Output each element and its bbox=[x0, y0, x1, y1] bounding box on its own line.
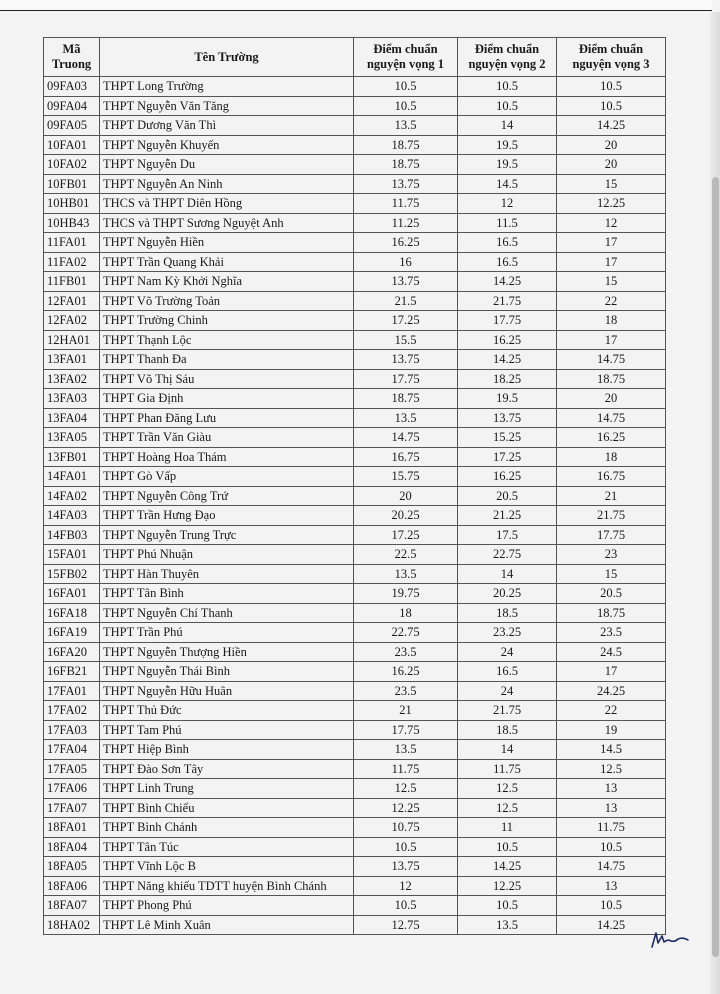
table-header-row bbox=[44, 38, 666, 77]
school-code-cell: 11FA02 bbox=[44, 252, 100, 272]
score-nv3-cell: 20.5 bbox=[557, 584, 666, 604]
score-nv3-cell: 14.75 bbox=[557, 857, 666, 877]
table-row bbox=[44, 701, 666, 721]
table-row bbox=[44, 272, 666, 292]
school-code-cell: 09FA04 bbox=[44, 96, 100, 116]
school-name-cell: THCS và THPT Sương Nguyệt Anh bbox=[100, 213, 354, 233]
score-nv2-cell: 14.25 bbox=[458, 272, 557, 292]
table-row bbox=[44, 681, 666, 701]
score-nv3-cell: 17 bbox=[557, 233, 666, 253]
school-code-cell: 13FA02 bbox=[44, 369, 100, 389]
school-name-cell: THPT Gia Định bbox=[100, 389, 354, 409]
table-row bbox=[44, 759, 666, 779]
school-code-cell: 16FA20 bbox=[44, 642, 100, 662]
school-name-cell: THPT Năng khiếu TDTT huyện Bình Chánh bbox=[100, 876, 354, 896]
score-nv2-cell: 24 bbox=[458, 681, 557, 701]
score-nv2-cell: 16.25 bbox=[458, 330, 557, 350]
score-nv2-cell: 19.5 bbox=[458, 155, 557, 175]
school-code-cell: 10FA02 bbox=[44, 155, 100, 175]
school-name-cell: THPT Tân Bình bbox=[100, 584, 354, 604]
score-nv3-cell: 14.75 bbox=[557, 350, 666, 370]
score-nv3-cell: 18 bbox=[557, 311, 666, 331]
score-nv2-cell: 14 bbox=[458, 564, 557, 584]
school-code-cell: 17FA02 bbox=[44, 701, 100, 721]
score-nv2-cell: 16.5 bbox=[458, 662, 557, 682]
table-row bbox=[44, 213, 666, 233]
table-row bbox=[44, 311, 666, 331]
school-name-cell: THPT Phú Nhuận bbox=[100, 545, 354, 565]
score-nv3-cell: 10.5 bbox=[557, 896, 666, 916]
score-nv2-cell: 11 bbox=[458, 818, 557, 838]
viewer-right-edge bbox=[710, 12, 720, 994]
score-nv2-cell: 14 bbox=[458, 116, 557, 136]
header-score-nv3: Điểm chuẩn nguyện vọng 3 bbox=[557, 38, 666, 77]
school-code-cell: 17FA03 bbox=[44, 720, 100, 740]
score-nv1-cell: 17.25 bbox=[354, 311, 458, 331]
score-nv3-cell: 14.75 bbox=[557, 408, 666, 428]
score-nv2-cell: 21.75 bbox=[458, 291, 557, 311]
score-nv2-cell: 17.25 bbox=[458, 447, 557, 467]
table-row bbox=[44, 798, 666, 818]
school-code-cell: 14FB03 bbox=[44, 525, 100, 545]
school-name-cell: THPT Long Trường bbox=[100, 77, 354, 97]
score-nv1-cell: 11.25 bbox=[354, 213, 458, 233]
school-name-cell: THPT Phong Phú bbox=[100, 896, 354, 916]
score-nv3-cell: 18.75 bbox=[557, 603, 666, 623]
score-nv1-cell: 16 bbox=[354, 252, 458, 272]
school-code-cell: 11FB01 bbox=[44, 272, 100, 292]
score-nv1-cell: 10.5 bbox=[354, 896, 458, 916]
school-name-cell: THPT Nguyễn Trung Trực bbox=[100, 525, 354, 545]
score-nv1-cell: 12.75 bbox=[354, 915, 458, 935]
score-nv2-cell: 15.25 bbox=[458, 428, 557, 448]
school-code-cell: 18HA02 bbox=[44, 915, 100, 935]
score-nv1-cell: 13.5 bbox=[354, 740, 458, 760]
score-nv3-cell: 14.25 bbox=[557, 915, 666, 935]
score-nv3-cell: 12 bbox=[557, 213, 666, 233]
score-nv2-cell: 17.5 bbox=[458, 525, 557, 545]
score-nv1-cell: 13.75 bbox=[354, 350, 458, 370]
table-row bbox=[44, 857, 666, 877]
table-row bbox=[44, 233, 666, 253]
school-code-cell: 16FA19 bbox=[44, 623, 100, 643]
handwritten-signature-icon bbox=[650, 927, 690, 949]
school-name-cell: THPT Võ Thị Sáu bbox=[100, 369, 354, 389]
school-code-cell: 12HA01 bbox=[44, 330, 100, 350]
table-row bbox=[44, 525, 666, 545]
admission-score-table bbox=[43, 37, 666, 935]
score-nv1-cell: 16.25 bbox=[354, 662, 458, 682]
school-code-cell: 14FA01 bbox=[44, 467, 100, 487]
school-name-cell: THPT Trần Phú bbox=[100, 623, 354, 643]
score-nv3-cell: 20 bbox=[557, 135, 666, 155]
score-nv2-cell: 20.5 bbox=[458, 486, 557, 506]
score-nv3-cell: 18 bbox=[557, 447, 666, 467]
school-name-cell: THPT Nguyễn Khuyến bbox=[100, 135, 354, 155]
score-nv3-cell: 24.25 bbox=[557, 681, 666, 701]
school-name-cell: THPT Võ Trường Toản bbox=[100, 291, 354, 311]
school-code-cell: 13FA05 bbox=[44, 428, 100, 448]
score-nv1-cell: 18.75 bbox=[354, 155, 458, 175]
score-nv2-cell: 12.5 bbox=[458, 798, 557, 818]
school-name-cell: THPT Tam Phú bbox=[100, 720, 354, 740]
score-nv3-cell: 21.75 bbox=[557, 506, 666, 526]
table-row bbox=[44, 155, 666, 175]
table-row bbox=[44, 779, 666, 799]
school-code-cell: 18FA04 bbox=[44, 837, 100, 857]
table-row bbox=[44, 77, 666, 97]
school-code-cell: 10HB01 bbox=[44, 194, 100, 214]
table-row bbox=[44, 116, 666, 136]
school-code-cell: 09FA05 bbox=[44, 116, 100, 136]
score-nv2-cell: 19.5 bbox=[458, 135, 557, 155]
school-code-cell: 14FA02 bbox=[44, 486, 100, 506]
header-school-name: Tên Trường bbox=[100, 38, 354, 77]
table-row bbox=[44, 564, 666, 584]
score-nv1-cell: 23.5 bbox=[354, 681, 458, 701]
score-nv1-cell: 18.75 bbox=[354, 135, 458, 155]
score-nv3-cell: 22 bbox=[557, 291, 666, 311]
score-nv2-cell: 16.5 bbox=[458, 233, 557, 253]
score-nv3-cell: 23 bbox=[557, 545, 666, 565]
score-nv2-cell: 17.75 bbox=[458, 311, 557, 331]
score-nv1-cell: 17.75 bbox=[354, 720, 458, 740]
score-nv3-cell: 15 bbox=[557, 564, 666, 584]
table-row bbox=[44, 506, 666, 526]
school-name-cell: THPT Thanh Đa bbox=[100, 350, 354, 370]
school-name-cell: THPT Nguyễn Công Trứ bbox=[100, 486, 354, 506]
score-nv3-cell: 20 bbox=[557, 155, 666, 175]
score-nv3-cell: 24.5 bbox=[557, 642, 666, 662]
school-name-cell: THPT Lê Minh Xuân bbox=[100, 915, 354, 935]
school-code-cell: 17FA01 bbox=[44, 681, 100, 701]
school-code-cell: 18FA06 bbox=[44, 876, 100, 896]
score-nv1-cell: 11.75 bbox=[354, 194, 458, 214]
school-name-cell: THPT Trần Quang Khải bbox=[100, 252, 354, 272]
score-nv2-cell: 13.5 bbox=[458, 915, 557, 935]
score-nv2-cell: 14 bbox=[458, 740, 557, 760]
score-nv1-cell: 23.5 bbox=[354, 642, 458, 662]
score-nv3-cell: 22 bbox=[557, 701, 666, 721]
score-nv1-cell: 14.75 bbox=[354, 428, 458, 448]
score-nv2-cell: 21.75 bbox=[458, 701, 557, 721]
school-code-cell: 16FB21 bbox=[44, 662, 100, 682]
score-nv2-cell: 14.25 bbox=[458, 857, 557, 877]
table-row bbox=[44, 350, 666, 370]
score-nv2-cell: 14.25 bbox=[458, 350, 557, 370]
score-nv3-cell: 17 bbox=[557, 330, 666, 350]
school-name-cell: THPT Phan Đăng Lưu bbox=[100, 408, 354, 428]
score-nv1-cell: 10.5 bbox=[354, 837, 458, 857]
table-row bbox=[44, 642, 666, 662]
table-row bbox=[44, 369, 666, 389]
table-row bbox=[44, 467, 666, 487]
school-name-cell: THPT Nguyễn Văn Tăng bbox=[100, 96, 354, 116]
score-nv1-cell: 21 bbox=[354, 701, 458, 721]
school-code-cell: 16FA01 bbox=[44, 584, 100, 604]
score-nv1-cell: 16.25 bbox=[354, 233, 458, 253]
school-name-cell: THPT Tân Túc bbox=[100, 837, 354, 857]
school-name-cell: THPT Trần Hưng Đạo bbox=[100, 506, 354, 526]
table-row bbox=[44, 389, 666, 409]
score-nv1-cell: 17.75 bbox=[354, 369, 458, 389]
school-name-cell: THPT Nguyễn Thái Bình bbox=[100, 662, 354, 682]
score-nv1-cell: 18.75 bbox=[354, 389, 458, 409]
school-code-cell: 17FA04 bbox=[44, 740, 100, 760]
score-nv1-cell: 17.25 bbox=[354, 525, 458, 545]
score-nv1-cell: 20 bbox=[354, 486, 458, 506]
school-name-cell: THPT Đào Sơn Tây bbox=[100, 759, 354, 779]
score-nv2-cell: 20.25 bbox=[458, 584, 557, 604]
score-nv3-cell: 12.5 bbox=[557, 759, 666, 779]
school-name-cell: THPT Hàn Thuyên bbox=[100, 564, 354, 584]
school-code-cell: 17FA05 bbox=[44, 759, 100, 779]
score-nv2-cell: 24 bbox=[458, 642, 557, 662]
score-nv1-cell: 12.25 bbox=[354, 798, 458, 818]
score-nv2-cell: 18.25 bbox=[458, 369, 557, 389]
school-code-cell: 11FA01 bbox=[44, 233, 100, 253]
school-code-cell: 17FA07 bbox=[44, 798, 100, 818]
school-name-cell: THPT Nguyễn Hiền bbox=[100, 233, 354, 253]
school-code-cell: 15FA01 bbox=[44, 545, 100, 565]
score-nv1-cell: 13.5 bbox=[354, 564, 458, 584]
score-nv1-cell: 13.75 bbox=[354, 857, 458, 877]
school-name-cell: THPT Thạnh Lộc bbox=[100, 330, 354, 350]
score-nv3-cell: 17 bbox=[557, 662, 666, 682]
score-nv2-cell: 10.5 bbox=[458, 77, 557, 97]
score-nv1-cell: 20.25 bbox=[354, 506, 458, 526]
score-nv2-cell: 12 bbox=[458, 194, 557, 214]
table-row bbox=[44, 174, 666, 194]
school-name-cell: THPT Linh Trung bbox=[100, 779, 354, 799]
score-nv3-cell: 19 bbox=[557, 720, 666, 740]
school-name-cell: THPT Nguyễn Du bbox=[100, 155, 354, 175]
score-nv1-cell: 12.5 bbox=[354, 779, 458, 799]
school-code-cell: 18FA05 bbox=[44, 857, 100, 877]
score-nv2-cell: 13.75 bbox=[458, 408, 557, 428]
school-code-cell: 15FB02 bbox=[44, 564, 100, 584]
score-nv3-cell: 10.5 bbox=[557, 77, 666, 97]
school-name-cell: THPT Nam Kỳ Khởi Nghĩa bbox=[100, 272, 354, 292]
table-row bbox=[44, 330, 666, 350]
score-nv3-cell: 20 bbox=[557, 389, 666, 409]
school-code-cell: 09FA03 bbox=[44, 77, 100, 97]
score-nv1-cell: 10.5 bbox=[354, 96, 458, 116]
score-nv2-cell: 10.5 bbox=[458, 96, 557, 116]
school-code-cell: 13FA01 bbox=[44, 350, 100, 370]
score-nv2-cell: 21.25 bbox=[458, 506, 557, 526]
score-nv3-cell: 17 bbox=[557, 252, 666, 272]
table-row bbox=[44, 194, 666, 214]
score-nv3-cell: 15 bbox=[557, 174, 666, 194]
school-code-cell: 18FA07 bbox=[44, 896, 100, 916]
score-nv1-cell: 13.5 bbox=[354, 408, 458, 428]
school-name-cell: THPT Trần Văn Giàu bbox=[100, 428, 354, 448]
table-row bbox=[44, 720, 666, 740]
score-nv1-cell: 18 bbox=[354, 603, 458, 623]
score-nv3-cell: 18.75 bbox=[557, 369, 666, 389]
table-row bbox=[44, 96, 666, 116]
score-nv1-cell: 22.75 bbox=[354, 623, 458, 643]
school-name-cell: THPT Nguyễn An Ninh bbox=[100, 174, 354, 194]
table-row bbox=[44, 662, 666, 682]
score-nv2-cell: 16.25 bbox=[458, 467, 557, 487]
score-nv3-cell: 10.5 bbox=[557, 96, 666, 116]
table-row bbox=[44, 915, 666, 935]
school-code-cell: 13FB01 bbox=[44, 447, 100, 467]
table-row bbox=[44, 603, 666, 623]
table-row bbox=[44, 252, 666, 272]
score-nv3-cell: 14.5 bbox=[557, 740, 666, 760]
score-nv2-cell: 12.25 bbox=[458, 876, 557, 896]
table-body bbox=[44, 77, 666, 935]
score-nv1-cell: 13.5 bbox=[354, 116, 458, 136]
score-nv1-cell: 21.5 bbox=[354, 291, 458, 311]
score-nv3-cell: 13 bbox=[557, 779, 666, 799]
school-name-cell: THPT Nguyễn Hữu Huân bbox=[100, 681, 354, 701]
page-top-border bbox=[0, 0, 712, 11]
school-name-cell: THPT Hiệp Bình bbox=[100, 740, 354, 760]
score-nv1-cell: 13.75 bbox=[354, 174, 458, 194]
school-code-cell: 16FA18 bbox=[44, 603, 100, 623]
score-nv1-cell: 19.75 bbox=[354, 584, 458, 604]
table-row bbox=[44, 623, 666, 643]
score-nv2-cell: 16.5 bbox=[458, 252, 557, 272]
score-nv3-cell: 16.25 bbox=[557, 428, 666, 448]
school-code-cell: 10FA01 bbox=[44, 135, 100, 155]
school-name-cell: THPT Vĩnh Lộc B bbox=[100, 857, 354, 877]
score-nv2-cell: 11.5 bbox=[458, 213, 557, 233]
score-nv1-cell: 22.5 bbox=[354, 545, 458, 565]
table-row bbox=[44, 428, 666, 448]
school-name-cell: THPT Thủ Đức bbox=[100, 701, 354, 721]
score-nv1-cell: 15.75 bbox=[354, 467, 458, 487]
school-code-cell: 10HB43 bbox=[44, 213, 100, 233]
school-code-cell: 14FA03 bbox=[44, 506, 100, 526]
score-nv3-cell: 13 bbox=[557, 876, 666, 896]
school-name-cell: THPT Nguyễn Chí Thanh bbox=[100, 603, 354, 623]
school-code-cell: 18FA01 bbox=[44, 818, 100, 838]
table-row bbox=[44, 135, 666, 155]
score-nv2-cell: 10.5 bbox=[458, 837, 557, 857]
school-code-cell: 10FB01 bbox=[44, 174, 100, 194]
score-nv1-cell: 15.5 bbox=[354, 330, 458, 350]
school-name-cell: THPT Hoàng Hoa Thám bbox=[100, 447, 354, 467]
school-name-cell: THPT Nguyễn Thượng Hiền bbox=[100, 642, 354, 662]
table-row bbox=[44, 291, 666, 311]
score-nv3-cell: 12.25 bbox=[557, 194, 666, 214]
vertical-scrollbar[interactable] bbox=[712, 177, 719, 957]
table-row bbox=[44, 876, 666, 896]
table-row bbox=[44, 447, 666, 467]
score-nv2-cell: 10.5 bbox=[458, 896, 557, 916]
score-nv3-cell: 23.5 bbox=[557, 623, 666, 643]
score-nv2-cell: 11.75 bbox=[458, 759, 557, 779]
score-nv2-cell: 12.5 bbox=[458, 779, 557, 799]
score-nv1-cell: 16.75 bbox=[354, 447, 458, 467]
school-name-cell: THPT Bình Chánh bbox=[100, 818, 354, 838]
score-nv3-cell: 17.75 bbox=[557, 525, 666, 545]
table-row bbox=[44, 740, 666, 760]
school-name-cell: THPT Gò Vấp bbox=[100, 467, 354, 487]
score-nv2-cell: 23.25 bbox=[458, 623, 557, 643]
score-nv3-cell: 21 bbox=[557, 486, 666, 506]
school-code-cell: 12FA02 bbox=[44, 311, 100, 331]
score-nv1-cell: 10.5 bbox=[354, 77, 458, 97]
school-name-cell: THPT Trường Chinh bbox=[100, 311, 354, 331]
school-name-cell: THPT Bình Chiểu bbox=[100, 798, 354, 818]
header-school-code: Mã Truong bbox=[44, 38, 100, 77]
table-row bbox=[44, 545, 666, 565]
score-nv2-cell: 14.5 bbox=[458, 174, 557, 194]
school-code-cell: 17FA06 bbox=[44, 779, 100, 799]
score-nv2-cell: 19.5 bbox=[458, 389, 557, 409]
school-code-cell: 13FA04 bbox=[44, 408, 100, 428]
table-row bbox=[44, 486, 666, 506]
score-nv3-cell: 10.5 bbox=[557, 837, 666, 857]
school-code-cell: 12FA01 bbox=[44, 291, 100, 311]
score-nv1-cell: 13.75 bbox=[354, 272, 458, 292]
school-code-cell: 13FA03 bbox=[44, 389, 100, 409]
score-nv1-cell: 12 bbox=[354, 876, 458, 896]
score-nv2-cell: 18.5 bbox=[458, 720, 557, 740]
school-name-cell: THPT Dương Văn Thì bbox=[100, 116, 354, 136]
score-nv2-cell: 18.5 bbox=[458, 603, 557, 623]
score-nv1-cell: 11.75 bbox=[354, 759, 458, 779]
table-row bbox=[44, 896, 666, 916]
score-nv3-cell: 16.75 bbox=[557, 467, 666, 487]
score-nv3-cell: 14.25 bbox=[557, 116, 666, 136]
score-nv3-cell: 15 bbox=[557, 272, 666, 292]
score-nv3-cell: 11.75 bbox=[557, 818, 666, 838]
table-row bbox=[44, 818, 666, 838]
header-score-nv2: Điểm chuẩn nguyện vọng 2 bbox=[458, 38, 557, 77]
table-row bbox=[44, 837, 666, 857]
table-row bbox=[44, 408, 666, 428]
score-nv1-cell: 10.75 bbox=[354, 818, 458, 838]
score-nv3-cell: 13 bbox=[557, 798, 666, 818]
header-score-nv1: Điểm chuẩn nguyện vọng 1 bbox=[354, 38, 458, 77]
score-nv2-cell: 22.75 bbox=[458, 545, 557, 565]
school-name-cell: THCS và THPT Diên Hồng bbox=[100, 194, 354, 214]
table-row bbox=[44, 584, 666, 604]
